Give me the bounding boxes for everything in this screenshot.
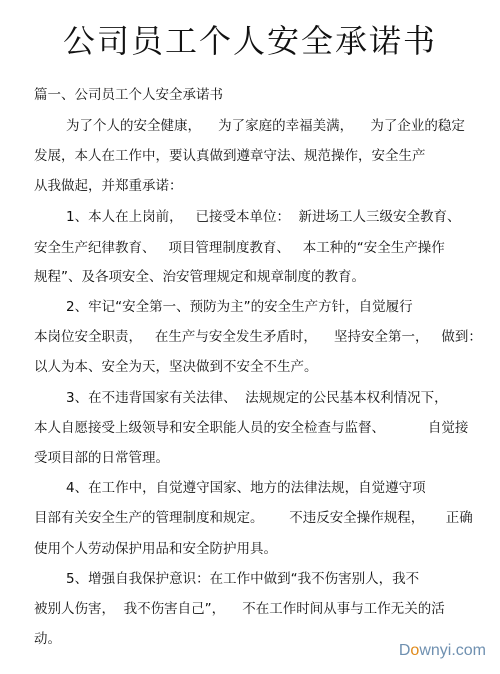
paragraph-line: 安全生产纪律教育、 项目管理制度教育、 本工种的“安全生产操作 xyxy=(34,240,445,256)
watermark-suffix: wnyi.com xyxy=(419,642,486,659)
paragraph-line: 5、增强自我保护意识：在工作中做到“我不伤害别人，我不 xyxy=(66,571,420,587)
paragraph-line: 被别人伤害， 我不伤害自己”， 不在工作时间从事与工作无关的活 xyxy=(34,601,445,617)
paragraph-line: 为了个人的安全健康， 为了家庭的幸福美满， 为了企业的稳定 xyxy=(66,118,465,134)
paragraph-line: 使用个人劳动保护用品和安全防护用具。 xyxy=(34,541,277,557)
watermark-accent: o xyxy=(410,642,420,659)
paragraph-line: 从我做起，并郑重承诺： xyxy=(34,178,183,194)
watermark-prefix: D xyxy=(398,642,411,659)
paragraph-line: 以人为本、安全为天，坚决做到不安全不生产。 xyxy=(34,359,318,375)
paragraph-line: 受项目部的日常管理。 xyxy=(34,450,169,466)
section-heading: 篇一、公司员工个人安全承诺书 xyxy=(34,87,223,103)
paragraph-line: 规程”、及各项安全、治安管理规定和规章制度的教育。 xyxy=(34,269,365,285)
paragraph-line: 4、在工作中，自觉遵守国家、地方的法律法规，自觉遵守项 xyxy=(66,480,426,496)
paragraph-line: 发展，本人在工作中，要认真做到遵章守法、规范操作，安全生产 xyxy=(34,148,426,164)
paragraph-line: 本岗位安全职责， 在生产与安全发生矛盾时， 坚持安全第一， 做到： xyxy=(34,329,482,345)
paragraph-line: 2、牢记“安全第一、预防为主”的安全生产方针，自觉履行 xyxy=(66,299,413,315)
page-title: 公司员工个人安全承诺书 xyxy=(62,22,437,60)
paragraph-line: 动。 xyxy=(34,631,61,647)
paragraph-line: 3、在不违背国家有关法律、 法规规定的公民基本权利情况下， xyxy=(66,390,448,406)
site-watermark xyxy=(399,642,486,660)
paragraph-line: 本人自愿接受上级领导和安全职能人员的安全检查与监督、 自觉接 xyxy=(34,420,469,436)
paragraph-line: 目部有关安全生产的管理制度和规定。 不违反安全操作规程， 正确 xyxy=(34,510,473,526)
paragraph-line: 1、本人在上岗前， 已接受本单位： 新进场工人三级安全教育、 xyxy=(66,209,461,225)
